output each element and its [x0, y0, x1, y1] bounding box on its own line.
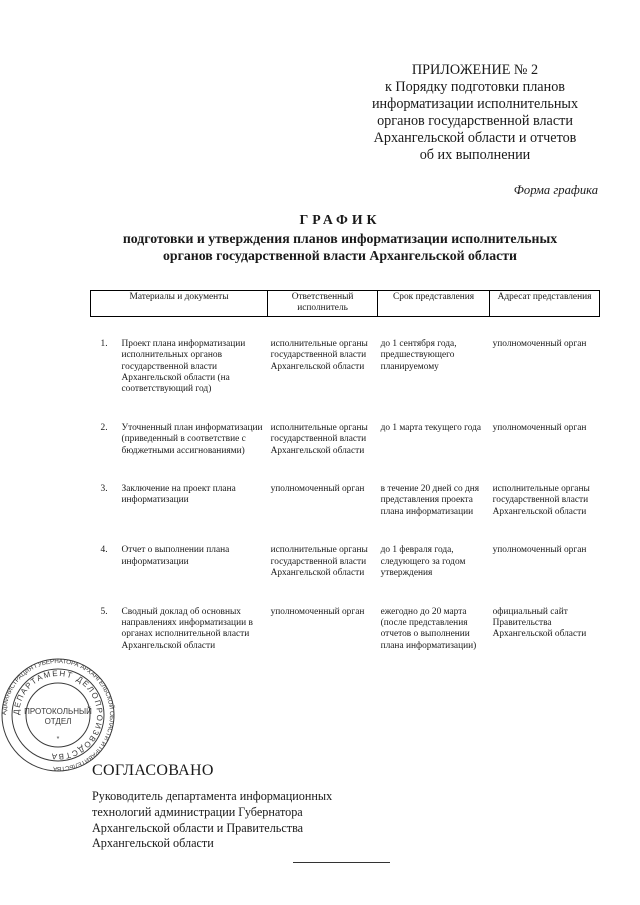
- row-executor: исполнительные органы государственной власти Архангельской области: [270, 338, 368, 372]
- schedule-table: [90, 290, 600, 679]
- subtitle-line: органов государственной власти Архангельской области: [163, 248, 517, 263]
- row-document: Уточненный план информатизации (приведенный в соответствие с бюджетными ассигнованиями): [121, 422, 263, 456]
- appendix-title: ПРИЛОЖЕНИЕ № 2: [411, 62, 539, 78]
- row-number: 1.: [100, 338, 108, 349]
- row-deadline: ежегодно до 20 марта (после представления отчетов о выполнении плана информатизации): [380, 606, 477, 651]
- stamp-outer-text: АДМИНИСТРАЦИЯ ГУБЕРНАТОРА АРХАНГЕЛЬСКОЙ ОБЛАСТИ И ПРАВИТЕЛЬСТВА: [0, 657, 116, 773]
- row-document: Отчет о выполнении плана информатизации: [121, 545, 230, 567]
- row-number: 5.: [100, 606, 108, 617]
- row-document: Сводный доклад об основных направлениях информатизации в органах исполнительной власти Архангельской области: [121, 606, 253, 651]
- row-executor: исполнительные органы государственной власти Архангельской области: [270, 545, 368, 579]
- table-header-row: [91, 291, 600, 317]
- row-addressee: официальный сайт Правительства Архангельской области: [492, 606, 587, 640]
- row-deadline: в течение 20 дней со дня представления проекта плана информатизации: [380, 484, 480, 517]
- header-executor: Ответственный исполнитель: [268, 291, 378, 317]
- row-addressee: исполнительные органы государственной власти Архангельской области: [492, 484, 590, 517]
- row-addressee: уполномоченный орган: [492, 545, 587, 556]
- row-deadline: до 1 сентября года, предшествующего планируемому: [380, 338, 457, 372]
- header-addressee: Адресат представления: [490, 291, 600, 317]
- stamp-center-line2: ОТДЕЛ: [44, 717, 72, 726]
- appendix-line: Архангельской области и отчетов: [373, 130, 577, 146]
- row-document: Проект плана информатизации исполнительных органов государственной власти Архангельской области (на соответствующий год): [121, 338, 246, 395]
- form-label: Форма графика: [513, 183, 598, 197]
- appendix-line: органов государственной власти: [377, 113, 573, 129]
- row-number: 4.: [100, 545, 108, 556]
- signatory-position: [92, 789, 392, 852]
- stamp-star-icon: *: [56, 736, 60, 743]
- appendix-line: к Порядку подготовки планов: [384, 79, 565, 95]
- appendix-line: об их выполнении: [419, 147, 531, 163]
- row-number: 2.: [100, 422, 108, 433]
- row-executor: исполнительные органы государственной власти Архангельской области: [270, 422, 368, 456]
- signature-line: [293, 862, 390, 863]
- document-subtitle: [70, 230, 610, 264]
- stamp-center-line1: ПРОТОКОЛЬНЫЙ: [24, 707, 92, 716]
- header-deadline: Срок представления: [378, 291, 490, 317]
- table-row: [91, 607, 600, 680]
- stamp-middle-text: ДЕПАРТАМЕНТ ДЕЛОПРОИЗВОДСТВА: [11, 668, 105, 762]
- header-documents: Материалы и документы: [91, 291, 268, 317]
- table-row: [91, 545, 600, 606]
- row-executor: уполномоченный орган: [270, 606, 365, 617]
- table-row: [91, 423, 600, 484]
- row-deadline: до 1 марта текущего года: [380, 422, 482, 433]
- signatory-line: технологий администрации Губернатора: [92, 804, 303, 819]
- signatory-line: Руководитель департамента информационных: [92, 789, 333, 803]
- subtitle-line: подготовки и утверждения планов информатизации исполнительных: [122, 231, 558, 246]
- agreed-heading: СОГЛАСОВАНО: [92, 762, 214, 779]
- row-document: Заключение на проект плана информатизации: [121, 484, 236, 506]
- document-title: ГРАФИК: [299, 212, 381, 227]
- row-executor: уполномоченный орган: [270, 484, 365, 495]
- table-row: [91, 339, 600, 423]
- appendix-line: информатизации исполнительных: [371, 96, 579, 112]
- signatory-line: Архангельской области: [92, 836, 214, 851]
- signatory-line: Архангельской области и Правительства: [92, 820, 304, 835]
- row-deadline: до 1 февраля года, следующего за годом утверждения: [380, 545, 466, 579]
- appendix-header: [355, 62, 595, 164]
- row-addressee: уполномоченный орган: [492, 422, 587, 433]
- table-row: [91, 484, 600, 545]
- protocol-department-stamp: [0, 657, 116, 773]
- row-addressee: уполномоченный орган: [492, 338, 587, 349]
- row-number: 3.: [100, 484, 108, 495]
